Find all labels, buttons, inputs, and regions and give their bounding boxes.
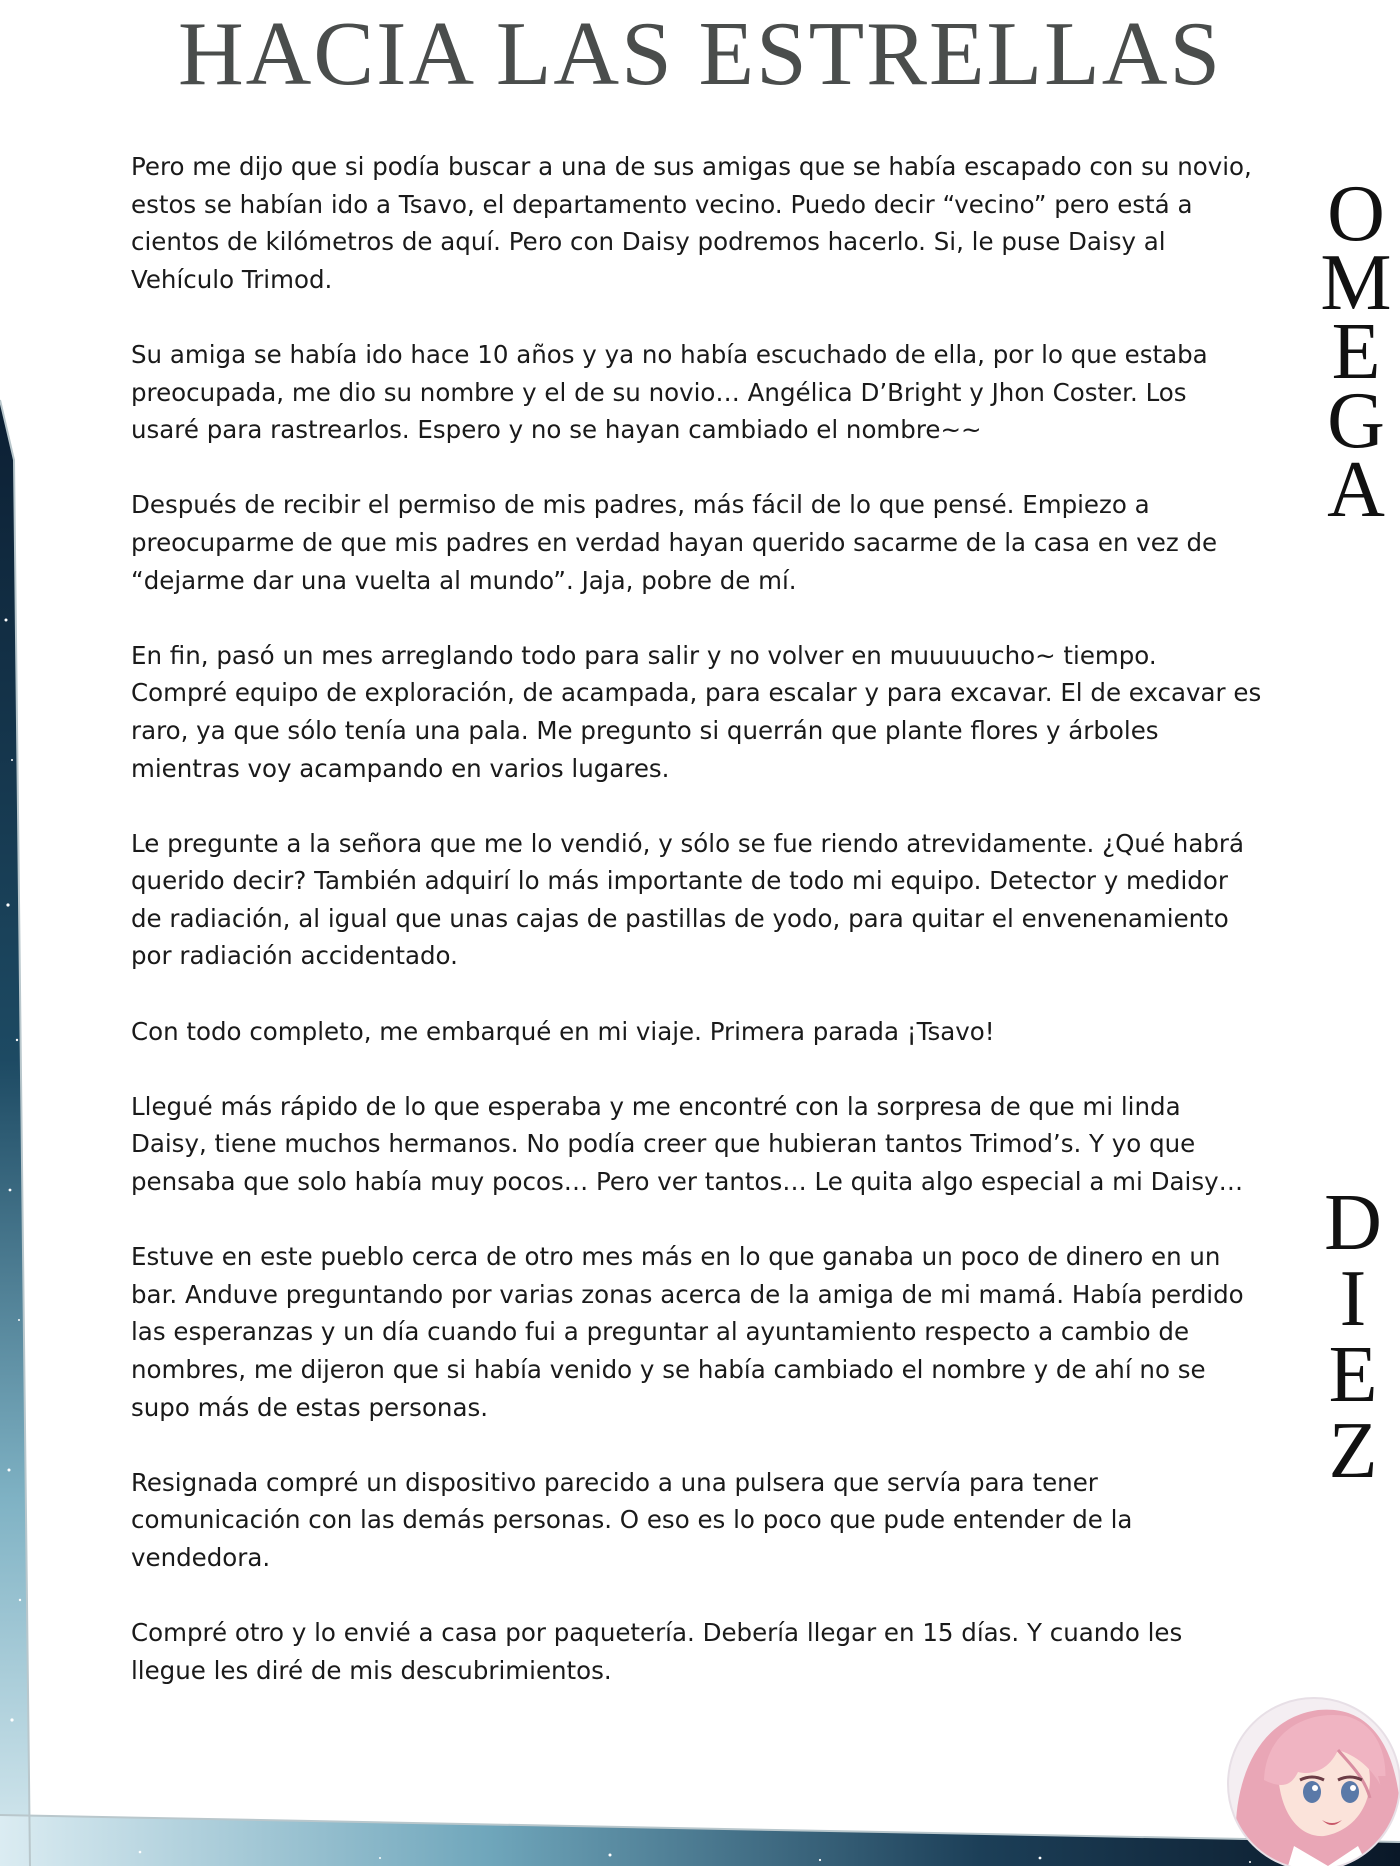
side-word-omega: O M E G A	[1320, 170, 1392, 534]
paragraph: Llegué más rápido de lo que esperaba y me encontré con la sorpresa de que mi linda Daisy, tiene muchos hermanos. No podía creer que hubieran tantos Trimod’s. Y yo que pensaba que solo había muy pocos… Pero ver tantos… Le quita algo especial a mi Daisy…	[131, 1091, 1244, 1197]
anime-girl-avatar-icon	[1218, 1680, 1400, 1866]
paragraph: Resignada compré un dispositivo parecido a una pulsera que servía para tener comunicación con las demás personas. O eso es lo poco que pude entender de la vendedora.	[131, 1467, 1133, 1572]
paragraph: Su amiga se había ido hace 10 años y ya no había escuchado de ella, por lo que estaba preocupada, me dio su nombre y el de su novio… Angélica D’Bright y Jhon Coster. Los usaré para rastrearlos. Espero y no se hayan cambiado el nombre~~	[131, 339, 1208, 445]
story-body	[131, 148, 1281, 1727]
paragraph: Compré otro y lo envié a casa por paquetería. Debería llegar en 15 días. Y cuando les llegue les diré de mis descubrimientos.	[131, 1618, 1183, 1685]
paragraph: Con todo completo, me embarqué en mi viaje. Primera parada ¡Tsavo!	[131, 1016, 995, 1046]
paragraph: Le pregunte a la señora que me lo vendió, y sólo se fue riendo atrevidamente. ¿Qué habrá querido decir? También adquirí lo más importante de todo mi equipo. Detector y medidor de radiación, al igual que unas cajas de pastillas de yodo, para quitar el envenenamiento por radiación accidentado.	[131, 828, 1244, 971]
paragraph: En fin, pasó un mes arreglando todo para salir y no volver en muuuuucho~ tiempo. Compré equipo de exploración, de acampada, para escalar y para excavar. El de excavar es raro, ya que sólo tenía una pala. Me pregunto si querrán que plante flores y árboles mientras voy acampando en varios lugares.	[131, 640, 1262, 783]
paragraph: Después de recibir el permiso de mis padres, más fácil de lo que pensé. Empiezo a preocuparme de que mis padres en verdad hayan querido sacarme de la casa en vez de “dejarme dar una vuelta al mundo”. Jaja, pobre de mí.	[131, 490, 1218, 595]
paragraph: Pero me dijo que si podía buscar a una de sus amigas que se había escapado con su novio, estos se habían ido a Tsavo, el departamento vecino. Puedo decir “vecino” pero está a cientos de kilómetros de aquí. Pero con Daisy podremos hacerlo. Si, le puse Daisy al Vehículo Trimod.	[131, 152, 1252, 294]
side-word-diez: D I E Z	[1324, 1179, 1382, 1495]
paragraph: Estuve en este pueblo cerca de otro mes más en lo que ganaba un poco de dinero en un bar. Anduve preguntando por varias zonas acerca de la amiga de mi mamá. Había perdido las esperanzas y un día cuando fui a preguntar al ayuntamiento respecto a cambio de nombres, me dijeron que si había venido y se había cambiado el nombre y de ahí no se supo más de estas personas.	[131, 1242, 1244, 1422]
page-title: HACIA LAS ESTRELLAS	[177, 3, 1223, 104]
